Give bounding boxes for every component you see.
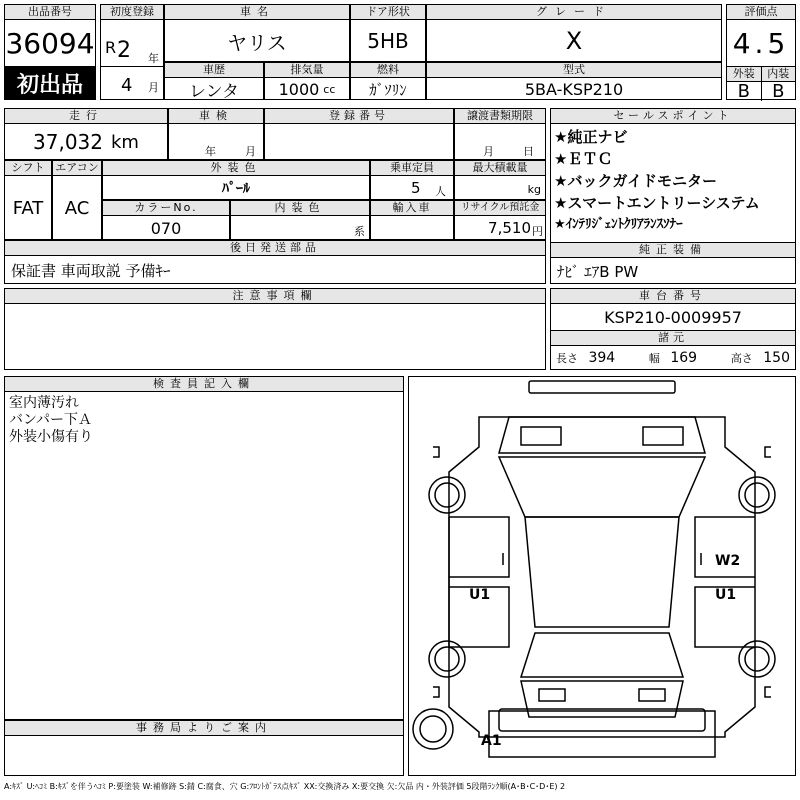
max-load-unit: kg: [527, 183, 541, 196]
era-value: R: [105, 38, 117, 57]
damage-mark-a1: A1: [481, 733, 502, 749]
grade-box: [426, 4, 722, 62]
displacement-value: 1000: [278, 79, 320, 99]
capacity-cell: [370, 160, 454, 200]
color-no-value: 070: [150, 218, 182, 238]
ac-value: AC: [64, 197, 90, 219]
inspection-label: 車検: [169, 109, 263, 124]
recycle-cell: [454, 200, 546, 240]
registration-label: 登録番号: [265, 109, 453, 124]
sales-points-label: セールスポイント: [551, 109, 795, 124]
recycle-label: リサイクル預託金: [455, 201, 545, 216]
exterior-label: 外装: [727, 67, 761, 82]
length-label: 長さ: [556, 352, 578, 365]
lot-number-box: [4, 4, 96, 100]
door-box: [350, 4, 426, 62]
caution-box: [4, 288, 546, 370]
registration-cell: [264, 108, 454, 160]
height-value: 150: [763, 350, 790, 366]
equipment-value: ﾅﾋﾞ ｴｱB PW: [557, 263, 639, 281]
shift-label: シフト: [5, 161, 51, 176]
fuel-box: [350, 62, 426, 100]
history-value: レンタ: [189, 81, 239, 102]
score-value: 4.5: [732, 26, 790, 60]
first-listing-badge: 初出品: [5, 66, 95, 100]
inspector-label: 検査員記入欄: [5, 377, 403, 392]
exterior-score: B: [737, 80, 750, 102]
sales-point-item: ★バックガイドモニター: [554, 172, 717, 190]
inspector-line: 外装小傷有り: [9, 429, 93, 445]
int-color-label: 内装色: [231, 201, 369, 216]
car-name-box: [164, 4, 350, 62]
ext-color-cell: [102, 160, 370, 200]
chassis-number: KSP210-0009957: [551, 304, 795, 331]
max-load-cell: [454, 160, 546, 200]
door-label: ドア形状: [351, 5, 425, 20]
first-registration-label: 初度登録: [101, 5, 163, 20]
chassis-label: 車台番号: [551, 289, 795, 304]
model-label: 型式: [427, 63, 721, 78]
inspector-box: [4, 376, 404, 720]
year-unit: 年: [148, 52, 159, 65]
damage-mark-u1-right: U1: [715, 587, 737, 603]
inspection-year-unit: 年: [205, 145, 216, 158]
fuel-label: 燃料: [351, 63, 425, 78]
mileage-unit: km: [111, 131, 139, 153]
grade-value: X: [565, 27, 583, 55]
car-name-label: 車名: [165, 5, 349, 20]
inspector-line: バンパー下Ａ: [9, 412, 93, 428]
model-box: [426, 62, 722, 100]
int-color-cell: [230, 200, 370, 240]
width-value: 169: [670, 350, 698, 366]
later-items-value: 保証書 車両取説 予備ｷｰ: [11, 262, 171, 280]
length-value: 394: [588, 350, 616, 366]
int-color-suffix: 系: [354, 225, 365, 238]
car-name: ヤリス: [227, 30, 287, 55]
capacity-label: 乗車定員: [371, 161, 453, 176]
max-load-label: 最大積載量: [455, 161, 545, 176]
car-diagram: [408, 376, 796, 776]
color-no-label: カラーNo.: [103, 201, 229, 216]
later-items-label: 後日発送部品: [5, 241, 545, 256]
lot-number: 36094: [5, 26, 95, 60]
car-diagram-svg: [409, 377, 795, 775]
import-label: 輸入車: [371, 201, 453, 216]
shift-value: FAT: [12, 197, 44, 219]
history-label: 車歴: [165, 63, 263, 78]
recycle-value: 7,510: [488, 219, 531, 237]
capacity-unit: 人: [435, 185, 446, 198]
sales-point-item: ★ｲﾝﾃﾘｼﾞｪﾝﾄｸﾘｱﾗﾝｽｿﾅｰ: [554, 217, 683, 232]
history-box: [164, 62, 264, 100]
chassis-box: [550, 288, 796, 370]
grade-label: グレード: [427, 5, 721, 20]
office-label: 事務局よりご案内: [5, 721, 403, 736]
specs-label: 諸元: [551, 331, 795, 346]
mileage-cell: [4, 108, 168, 160]
capacity-value: 5: [411, 179, 421, 197]
ext-color-label: 外装色: [103, 161, 369, 176]
recycle-unit: 円: [532, 225, 543, 238]
damage-mark-u1-left: U1: [469, 587, 491, 603]
mileage-label: 走行: [5, 109, 167, 124]
model-value: 5BA-KSP210: [524, 79, 624, 99]
door-value: 5HB: [367, 29, 409, 53]
transfer-month-unit: 月: [483, 145, 494, 158]
sales-points-box: [550, 108, 796, 284]
sales-point-item: ★ＥＴＣ: [554, 150, 613, 168]
office-box: [4, 720, 404, 776]
transfer-cell: [454, 108, 546, 160]
legend: A:ｷｽﾞ U:ﾍｺﾐ B:ｷｽﾞを伴うﾍｺﾐ P:要塗装 W:補修跡 S:錆 C:腐食、穴 G:ﾌﾛﾝﾄｶﾞﾗｽ点ｷｽﾞ XX:交換済み X:要交換 欠:欠品 内・外装評価 5段階ﾗﾝｸ順(A･B･C･D･E) 2: [4, 782, 566, 791]
inspection-cell: [168, 108, 264, 160]
ac-cell: [52, 160, 102, 240]
displacement-box: [264, 62, 350, 100]
caution-label: 注意事項欄: [5, 289, 545, 304]
ac-label: エアコン: [53, 161, 101, 176]
inspector-line: 室内薄汚れ: [9, 395, 79, 411]
shift-cell: [4, 160, 52, 240]
width-label: 幅: [648, 352, 660, 365]
inspection-month-unit: 月: [245, 145, 256, 158]
sales-point-item: ★純正ナビ: [554, 128, 628, 146]
displacement-label: 排気量: [265, 63, 349, 78]
month-value: 4: [121, 75, 133, 96]
color-no-cell: [102, 200, 230, 240]
first-registration-box: [100, 4, 164, 100]
fuel-value: ｶﾞｿﾘﾝ: [369, 80, 407, 99]
interior-score: B: [772, 80, 785, 102]
import-cell: [370, 200, 454, 240]
sales-point-item: ★スマートエントリーシステム: [554, 194, 760, 212]
displacement-unit: cc: [323, 82, 336, 96]
month-unit: 月: [148, 81, 159, 94]
transfer-day-unit: 日: [523, 145, 534, 158]
transfer-label: 譲渡書類期限: [455, 109, 545, 124]
year-value: 2: [117, 38, 131, 63]
damage-mark-w2: W2: [715, 553, 741, 569]
interior-label: 内装: [762, 67, 796, 82]
ext-color-value: ﾊﾟｰﾙ: [222, 181, 250, 197]
later-items-cell: [4, 240, 546, 284]
score-label: 評価点: [727, 5, 795, 20]
mileage-value: 37,032: [33, 130, 103, 154]
height-label: 高さ: [730, 352, 753, 365]
equipment-label: 純正装備: [551, 242, 795, 258]
lot-number-label: 出品番号: [5, 5, 95, 20]
score-box: [726, 4, 796, 100]
